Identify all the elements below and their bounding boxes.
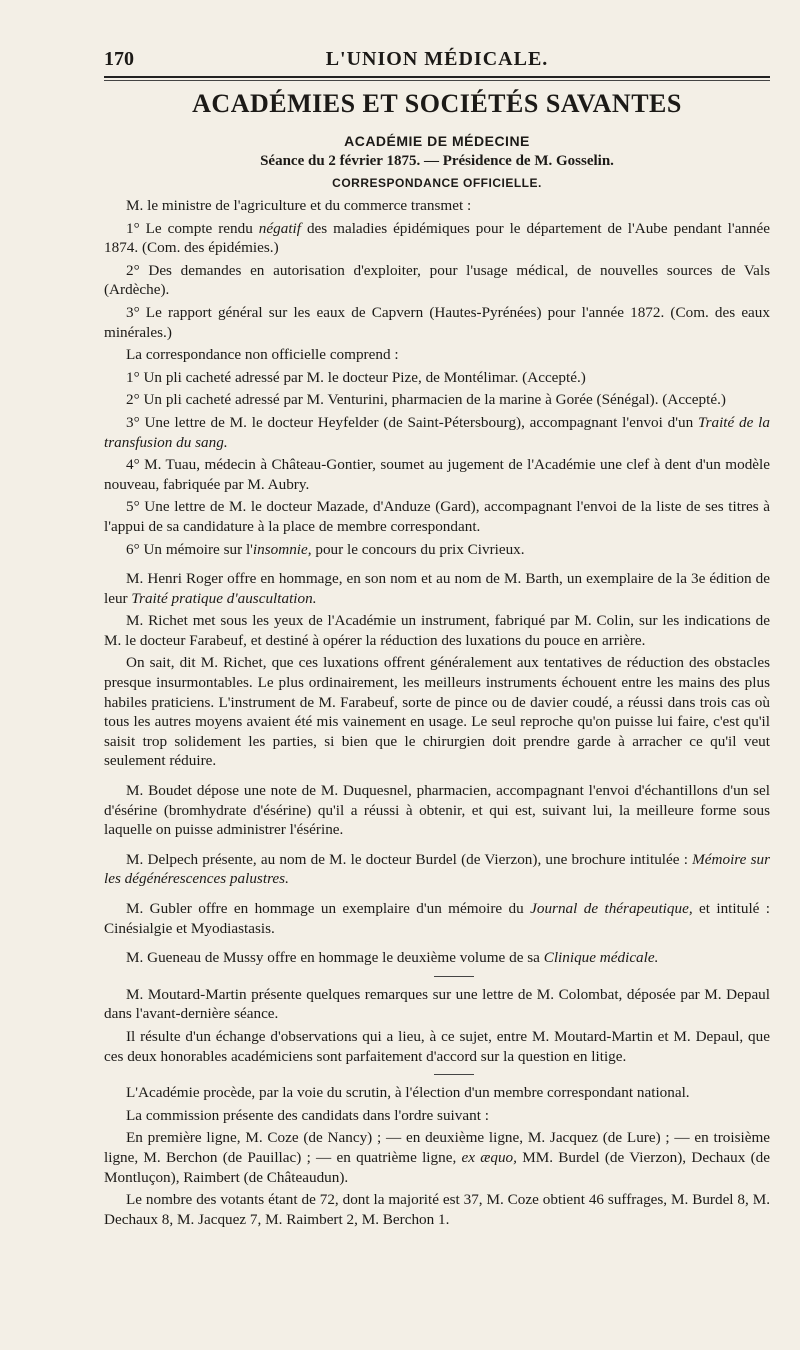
paragraph [104,948,770,968]
session-line: Séance du 2 février 1875. — Présidence de M. Gosselin. [260,153,614,169]
paragraph-text: M. Gueneau de Mussy offre en hommage le deuxième volume de sa [126,949,544,967]
paragraph [104,781,770,840]
paragraph [104,1027,770,1066]
paragraph [104,390,770,410]
article-body [104,196,770,1229]
paragraph-text: En première ligne, M. Coze (de Nancy) ; — en deuxième ligne, M. Jacquez (de Lure) ; — en troisième ligne, M. Berchon (de Pauillac) ; — en quatrième ligne, [104,1129,770,1166]
header-rule-thin [104,80,770,81]
paragraph [104,219,770,258]
paragraph-text: Le nombre des votants étant de 72, dont la majorité est 37, M. Coze obtient 46 suffrages, M. Burdel 8, M. Dechaux 8, M. Jacquez 7, M. Raimbert 2, M. Berchon 1. [104,1191,770,1228]
header-rule [104,76,770,78]
paragraph [104,1190,770,1229]
paragraph [104,569,770,608]
italic-title: Traité pratique d'auscultation. [131,589,317,607]
paragraph-text-continued: pour le concours du prix Civrieux. [311,540,525,558]
paragraph [104,899,770,938]
paragraph [104,345,770,365]
italic-title: Traité de la transfusion du sang. [104,413,770,451]
running-title: L'UNION MÉDICALE. [325,48,549,70]
paragraph [104,303,770,342]
paragraph-text: 3° Une lettre de M. le docteur Heyfelder (de Saint-Pétersbourg), accompagnant l'envoi d'un [126,413,698,431]
paragraph-text: M. Boudet dépose une note de M. Duquesnel, pharmacien, accompagnant l'envoi d'échantillons d'un sel d'ésérine (bromhydrate d'ésérine) qu'il a réussi à obtenir, et qui est, suivant lui, la meilleure forme sous laquelle on puisse administrer l'ésérine. [104,782,770,839]
paragraph-text: Il résulte d'un échange d'observations qui a lieu, à ce sujet, entre M. Moutard-Martin et M. Depaul, que ces deux honorables académiciens sont parfaitement d'accord sur la question en litige. [104,1027,770,1065]
paragraph-text: 1° Le compte rendu [126,219,259,237]
paragraph-text: M. Henri Roger offre en hommage, en son nom et au nom de M. Barth, un exemplaire de la 3e édition de leur [104,570,770,607]
paragraph [104,850,770,889]
paragraph [104,985,770,1024]
italic-title: Mémoire sur les dégénérescences palustres. [104,850,770,888]
paragraph-text: L'Académie procède, par la voie du scrutin, à l'élection d'un membre correspondant national. [126,1084,690,1102]
paragraph-text: M. le ministre de l'agriculture et du commerce transmet : [126,197,472,214]
paragraph-text: 6° Un mémoire sur l' [126,540,253,558]
paragraph-text: M. Gubler offre en hommage un exemplaire d'un mémoire du [126,900,531,917]
paragraph [104,455,770,494]
paragraph-text: La correspondance non officielle comprend : [126,346,399,364]
paragraph-text: 2° Un pli cacheté adressé par M. Venturini, pharmacien de la marine à Gorée (Sénégal). (Accepté.) [126,391,726,409]
paragraph [104,611,770,650]
paragraph-text: 3° Le rapport général sur les eaux de Capvern (Hautes-Pyrénées) pour l'année 1872. (Com. des eaux minérales.) [104,303,770,341]
paragraph-text: 2° Des demandes en autorisation d'exploiter, pour l'usage médical, de nouvelles sources de Vals (Ardèche). [104,261,770,299]
paragraph [104,1106,770,1126]
italic-title: ex æquo, [461,1148,517,1166]
paragraph [104,1083,770,1103]
paragraph [104,368,770,388]
paragraph-text: M. Richet met sous les yeux de l'Académie un instrument, fabriqué par M. Colin, sur les indications de M. le docteur Farabeuf, et destiné à opérer la réduction des luxations du pouce en arrière. [104,612,770,649]
paragraph [104,1128,770,1187]
paragraph-text: On sait, dit M. Richet, que ces luxations offrent généralement aux tentatives de réduction des obstacles presque insurmontables. Le plus ordinairement, les meilleurs instruments échouent entre les mains des plus habiles praticiens. L'instrument de M. Farabeuf, sorte de pince ou de davier coudé, a réussi dans trois cas où tous les autres moyens avaient été mis vainement en usage. Le seul reproche qu'on puisse lui faire, c'est qu'il saisit trop solidement les parties, si bien que le chirurgien doit prendre garde à arracher ce qu'il veut seulement réduire. [104,654,770,770]
paragraph-text: M. Delpech présente, au nom de M. le docteur Burdel (de Vierzon), une brochure intitulée : [126,850,693,868]
page-header [104,44,770,72]
italic-title: Journal de thérapeutique, [530,900,693,917]
paragraph [104,497,770,536]
paragraph [104,413,770,452]
paragraph [104,196,770,216]
paragraph-text-continued: et intitulé : Cinésialgie et Myodiastasis. [104,900,771,937]
paragraph-text: La commission présente des candidats dans l'ordre suivant : [126,1106,489,1124]
section-title: ACADÉMIES ET SOCIÉTÉS SAVANTES [192,89,682,118]
page-number: 170 [104,48,134,70]
paragraph-text-continued: des maladies épidémiques pour le département de l'Aube pendant l'année 1874. (Com. des épidémies.) [104,219,770,257]
paragraph-text: 4° M. Tuau, médecin à Château-Gontier, soumet au jugement de l'Académie une clef à dent d'un modèle nouveau, fabriquée par M. Aubry. [104,456,770,493]
paragraph [104,261,770,300]
italic-title: négatif [258,219,301,237]
paragraph [104,540,770,560]
paragraph-text: M. Moutard-Martin présente quelques remarques sur une lettre de M. Colombat, déposée par M. Depaul dans l'avant-dernière séance. [104,985,770,1023]
paragraph-text-continued: MM. Burdel (de Vierzon), Dechaux (de Montluçon), Raimbert (de Châteaudun). [104,1148,770,1186]
italic-title: Clinique médicale. [543,949,659,967]
section-separator [434,976,474,977]
paragraph [104,653,770,771]
correspondence-heading: CORRESPONDANCE OFFICIELLE. [332,176,542,190]
paragraph-text: 1° Un pli cacheté adressé par M. le docteur Pize, de Montélimar. (Accepté.) [126,368,586,386]
paragraph-text: 5° Une lettre de M. le docteur Mazade, d'Anduze (Gard), accompagnant l'envoi de la liste de ses titres à l'appui de sa candidature à la place de membre correspondant. [104,498,770,535]
italic-title: insomnie, [252,540,312,558]
subsection-title: ACADÉMIE DE MÉDECINE [344,133,530,149]
section-separator [434,1074,474,1075]
